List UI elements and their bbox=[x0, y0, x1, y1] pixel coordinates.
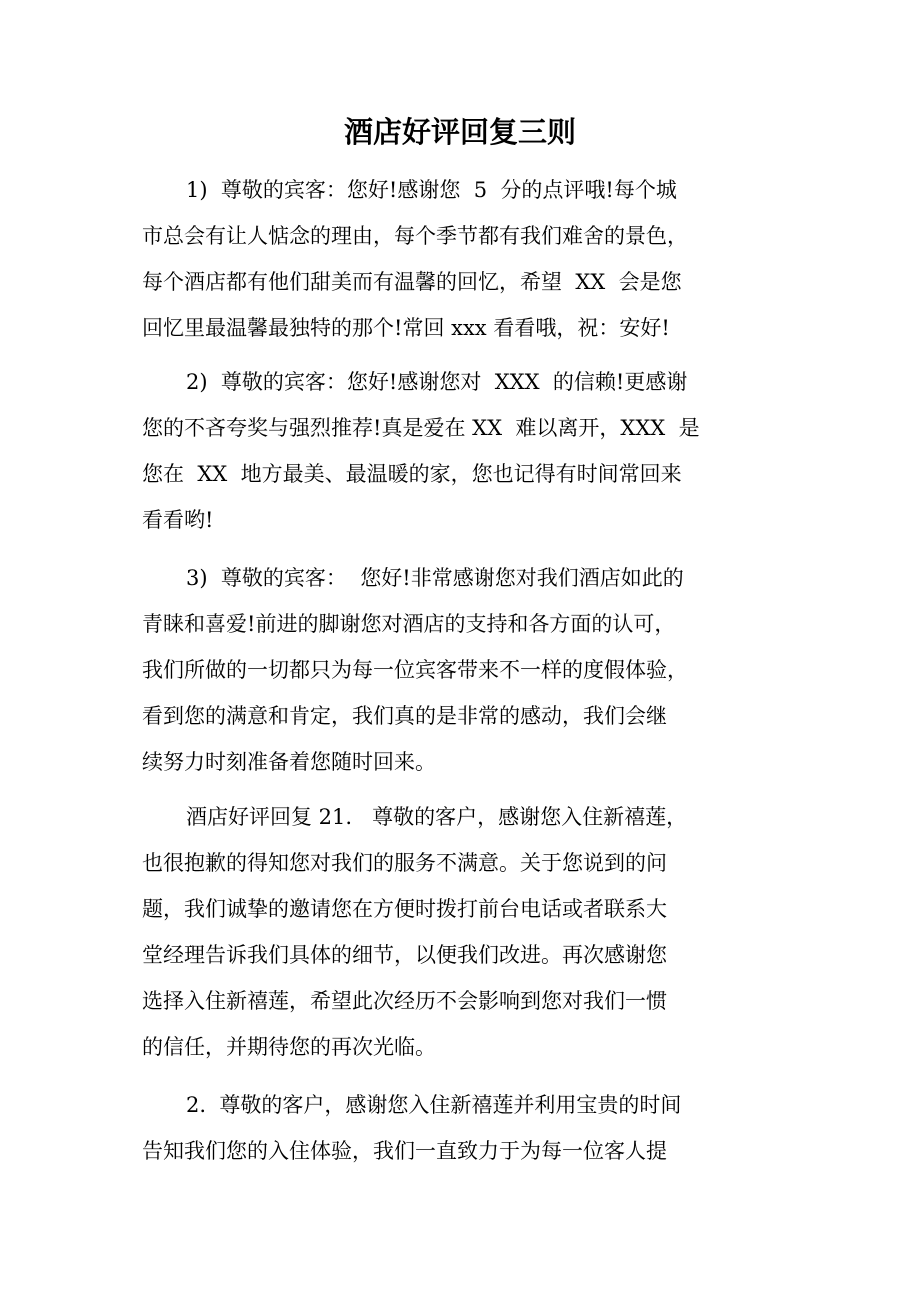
text-line: 1) 尊敬的宾客：您好!感谢您 5 分的点评哦!每个城 bbox=[186, 178, 677, 202]
text-line: 看看哟! bbox=[142, 508, 214, 532]
text-line: 回忆里最温馨最独特的那个!常回 xxx 看看哦，祝：安好! bbox=[142, 316, 670, 340]
text-line: 看到您的满意和肯定，我们真的是非常的感动，我们会继 bbox=[142, 704, 667, 728]
text-line: 题，我们诚挚的邀请您在方便时拨打前台电话或者联系大 bbox=[142, 897, 667, 921]
text-line: 堂经理告诉我们具体的细节，以便我们改进。再次感谢您 bbox=[142, 943, 667, 967]
text-line: 3) 尊敬的宾客： 您好!非常感谢您对我们酒店如此的 bbox=[186, 566, 684, 590]
text-line: 您的不吝夸奖与强烈推荐!真是爱在 XX 难以离开，XXX 是 bbox=[142, 416, 700, 440]
text-line: 每个酒店都有他们甜美而有温馨的回忆，希望 XX 会是您 bbox=[142, 270, 682, 294]
text-line: 青睐和喜爱!前进的脚谢您对酒店的支持和各方面的认可， bbox=[142, 612, 676, 636]
paragraph-2 bbox=[142, 359, 802, 543]
paragraph-4 bbox=[142, 794, 802, 1070]
text-line: 2) 尊敬的宾客：您好!感谢您对 XXX 的信赖!更感谢 bbox=[186, 370, 688, 394]
text-line: 也很抱歉的得知您对我们的服务不满意。关于您说到的问 bbox=[142, 851, 667, 875]
paragraph-5 bbox=[142, 1082, 802, 1174]
document-title: 酒店好评回复三则 bbox=[343, 115, 576, 149]
paragraph-1 bbox=[142, 167, 802, 351]
text-line: 2. 尊敬的客户，感谢您入住新禧莲并利用宝贵的时间 bbox=[186, 1093, 682, 1117]
text-line: 我们所做的一切都只为每一位宾客带来不一样的度假体验， bbox=[142, 658, 688, 682]
text-line: 选择入住新禧莲，希望此次经历不会影响到您对我们一惯 bbox=[142, 989, 667, 1013]
text-line: 您在 XX 地方最美、最温暖的家，您也记得有时间常回来 bbox=[142, 462, 682, 486]
text-line: 酒店好评回复 21. 尊敬的客户，感谢您入住新禧莲， bbox=[186, 805, 688, 829]
text-line: 告知我们您的入住体验，我们一直致力于为每一位客人提 bbox=[142, 1139, 667, 1163]
text-line: 市总会有让人惦念的理由，每个季节都有我们难舍的景色， bbox=[142, 224, 688, 248]
text-line: 续努力时刻准备着您随时回来。 bbox=[142, 750, 436, 774]
text-line: 的信任，并期待您的再次光临。 bbox=[142, 1035, 436, 1059]
paragraph-3 bbox=[142, 555, 802, 785]
